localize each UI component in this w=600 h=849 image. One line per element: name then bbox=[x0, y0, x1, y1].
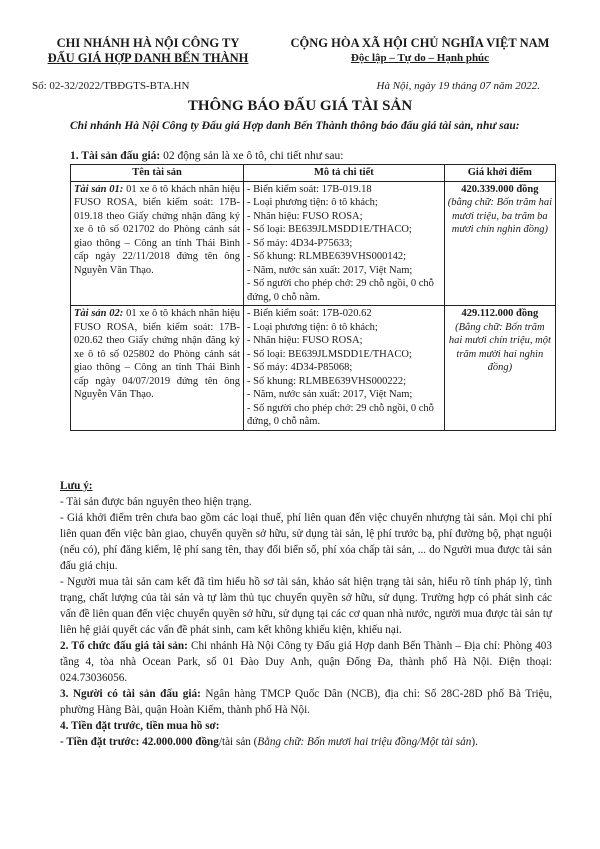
starting-price-words: (Bằng chữ: Bốn trăm hai mươi chín triệu, một trăm mười hai nghìn đồng) bbox=[448, 321, 551, 373]
organization-line-2: ĐẤU GIÁ HỢP DANH BẾN THÀNH bbox=[47, 51, 249, 65]
section-2-text: Chi nhánh Hà Nội Công ty Đấu giá Hợp danh Bến Thành – Địa chỉ: Phòng 403 tầng 4, tòa nhà Ocean Park, số 01 Đào Duy Anh, quận Đống Đa, thành phố Hà Nội. Điện thoại: 024.73036056. bbox=[60, 640, 552, 684]
section-3-paragraph bbox=[60, 686, 552, 718]
asset-detail-cell bbox=[244, 181, 445, 306]
table-header-price: Giá khởi điểm bbox=[444, 165, 555, 182]
section-2-label: 2. Tổ chức đấu giá tài sản: bbox=[60, 640, 188, 652]
section-3-label: 3. Người có tài sản đấu giá: bbox=[60, 688, 201, 700]
asset-price-cell bbox=[444, 306, 555, 431]
document-number: Số: 02-32/2022/TBĐGTS-BTA.HN bbox=[32, 80, 190, 92]
note-item: - Tài sản được bán nguyên theo hiện trạng. bbox=[60, 496, 252, 508]
detail-line: - Loại phương tiện: ô tô khách; bbox=[247, 197, 378, 208]
asset-price-cell bbox=[444, 181, 555, 306]
national-motto-block bbox=[270, 36, 570, 66]
detail-line: - Số loại: BE639JLMSDD1E/THACO; bbox=[247, 224, 412, 235]
table-row bbox=[71, 306, 556, 431]
table-header-name: Tên tài sản bbox=[71, 165, 244, 182]
deposit-paragraph bbox=[60, 734, 552, 750]
detail-line: - Nhãn hiệu: FUSO ROSA; bbox=[247, 210, 363, 222]
detail-line: - Số người cho phép chở: 29 chỗ ngồi, 0 chỗ đứng, 0 chỗ nằm. bbox=[247, 402, 434, 427]
deposit-words: Bằng chữ: Bốn mươi hai triệu đồng/Một tài sản bbox=[257, 736, 472, 748]
starting-price: 429.112.000 đồng bbox=[461, 308, 539, 319]
notes-and-sections bbox=[60, 478, 552, 750]
starting-price: 420.339.000 đồng bbox=[461, 183, 539, 195]
asset-name-text: 01 xe ô tô khách nhãn hiệu FUSO ROSA, biển kiểm soát: 17B-019.18 theo Giấy chứng nhận đăng ký xe ô tô số 021702 do Phòng cảnh sát giao thông – Công an tỉnh Thái Bình cấp ngày 22/11/2018 đứng tên ông Nguyễn Văn Thạo. bbox=[74, 183, 241, 276]
asset-name-cell bbox=[71, 181, 244, 306]
detail-line: - Số máy: 4D34-P75633; bbox=[247, 237, 353, 249]
detail-line: - Năm, nước sản xuất: 2017, Việt Nam; bbox=[247, 264, 413, 276]
document-date: Hà Nội, ngày 19 tháng 07 năm 2022. bbox=[376, 80, 540, 92]
deposit-end: ). bbox=[471, 736, 478, 748]
notes-heading: Lưu ý: bbox=[60, 480, 93, 492]
table-header-description: Mô tả chi tiết bbox=[244, 165, 445, 182]
organization-block bbox=[38, 36, 258, 66]
detail-line: - Năm, nước sản xuất: 2017, Việt Nam; bbox=[247, 389, 413, 400]
deposit-label: - Tiền đặt trước: 42.000.000 đồng bbox=[60, 736, 219, 748]
section-2-paragraph bbox=[60, 638, 552, 686]
section-1-text: 02 động sản là xe ô tô, chi tiết như sau: bbox=[160, 150, 344, 162]
asset-name-cell bbox=[71, 306, 244, 431]
organization-line-1: CHI NHÁNH HÀ NỘI CÔNG TY bbox=[56, 36, 240, 50]
note-item: - Giá khởi điểm trên chưa bao gồm các loại thuế, phí liên quan đến việc chuyển nhượng tài sản. Mọi chi phí liên quan đến việc bàn giao, chuyển quyền sở hữu, sử dụng tài sản, lệ phí trước bạ, phí đường bộ, phạt nguội (nếu có), phí đăng kiểm, lệ phí sang tên, thay đổi biển số, phí xóa chấp tài sản, ... do Người mua được tài sản đấu giá chịu. bbox=[60, 512, 552, 572]
section-3-text: Ngân hàng TMCP Quốc Dân (NCB), địa chỉ: Số 28C-28D phố Bà Triệu, phường Hàng Bài, quận Hoàn Kiếm, thành phố Hà Nội. bbox=[60, 688, 552, 716]
section-1-heading bbox=[70, 150, 343, 162]
asset-table bbox=[70, 164, 556, 431]
section-1-label: 1. Tài sản đấu giá: bbox=[70, 150, 161, 162]
asset-label: Tài sản 02: bbox=[74, 308, 124, 319]
detail-line: - Biển kiểm soát: 17B-019.18 bbox=[247, 183, 372, 195]
detail-line: - Biển kiểm soát: 17B-020.62 bbox=[247, 308, 372, 319]
asset-detail-cell bbox=[244, 306, 445, 431]
detail-line: - Số máy: 4D34-P85068; bbox=[247, 362, 353, 373]
detail-line: - Số khung: RLMBE639VHS000222; bbox=[247, 375, 407, 387]
section-4-heading: 4. Tiền đặt trước, tiền mua hồ sơ: bbox=[60, 720, 220, 732]
national-name: CỘNG HÒA XÃ HỘI CHỦ NGHĨA VIỆT NAM bbox=[290, 36, 550, 50]
document-title: THÔNG BÁO ĐẤU GIÁ TÀI SẢN bbox=[187, 98, 413, 114]
note-item: - Người mua tài sản cam kết đã tìm hiểu hồ sơ tài sản, khảo sát hiện trạng tài sản, hiểu rõ tính pháp lý, tình trạng, chất lượng của tài sản và tự làm thủ tục chuyển quyền sở hữu, sử dụng. Trường hợp có phát sinh các vấn đề liên quan đến việc chuyển quyền sở hữu, sử dụng tại các cơ quan nhà nước, người mua được tài sản tự liên hệ giải quyết các vấn đề phát sinh, cam kết không khiếu kiện, khiếu nại. bbox=[60, 576, 552, 636]
asset-label: Tài sản 01: bbox=[74, 183, 124, 195]
detail-line: - Số loại: BE639JLMSDD1E/THACO; bbox=[247, 348, 412, 360]
table-row bbox=[71, 181, 556, 306]
table-header-row bbox=[71, 165, 556, 182]
detail-line: - Số người cho phép chở: 29 chỗ ngồi, 0 chỗ đứng, 0 chỗ nằm. bbox=[247, 278, 434, 303]
asset-name-text: 01 xe ô tô khách nhãn hiệu FUSO ROSA, biển kiểm soát: 17B-020.62 theo Giấy chứng nhận đăng ký xe ô tô số 025802 do Phòng cảnh sát giao thông – Công an tỉnh Thái Bình cấp ngày 04/07/2019 đứng tên ông Nguyễn Văn Thạo. bbox=[74, 308, 241, 400]
national-motto: Độc lập – Tự do – Hạnh phúc bbox=[350, 52, 490, 64]
deposit-text: /tài sản ( bbox=[218, 736, 258, 748]
detail-line: - Nhãn hiệu: FUSO ROSA; bbox=[247, 335, 363, 346]
starting-price-words: (bằng chữ: Bốn trăm hai mươi triệu, ba trăm ba mươi chín nghìn đồng) bbox=[447, 197, 553, 235]
detail-line: - Loại phương tiện: ô tô khách; bbox=[247, 321, 378, 333]
intro-paragraph: Chi nhánh Hà Nội Công ty Đấu giá Hợp danh Bến Thành thông báo đấu giá tài sản, như sau: bbox=[70, 120, 520, 132]
detail-line: - Số khung: RLMBE639VHS000142; bbox=[247, 251, 407, 262]
